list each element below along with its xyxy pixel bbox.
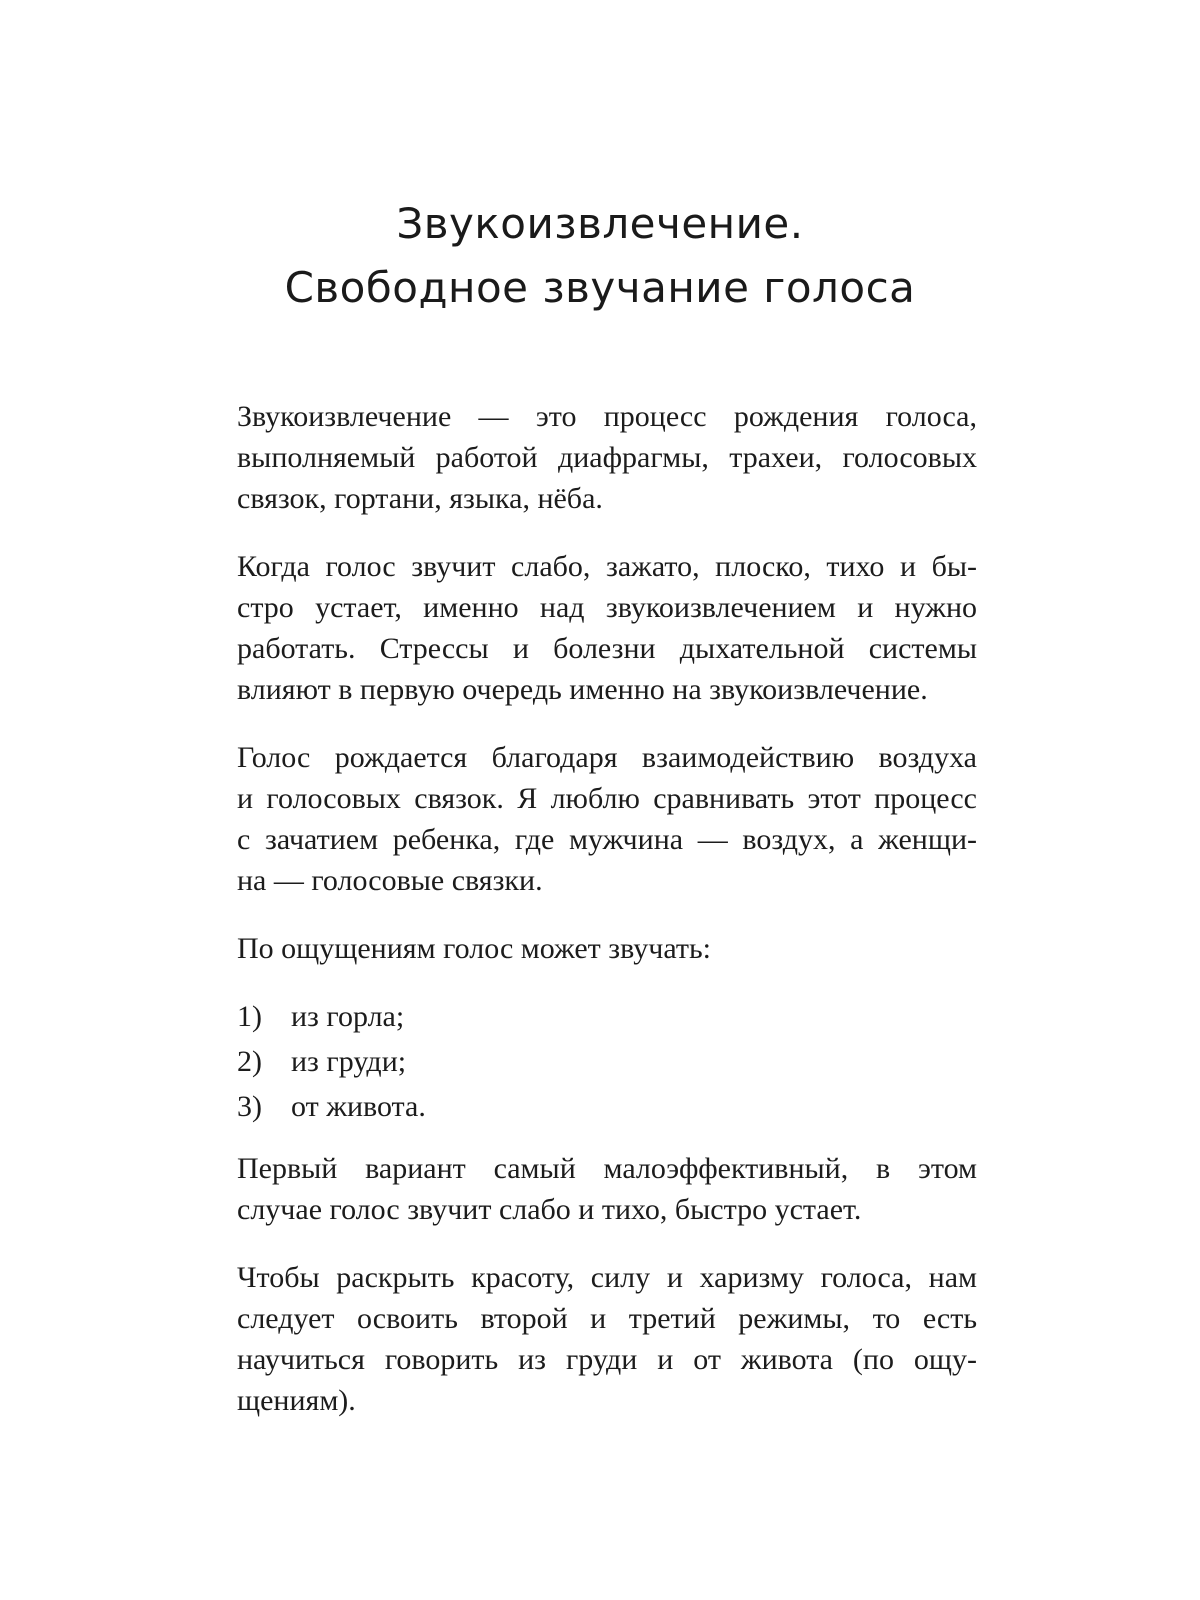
text-line: с зачатием ребенка, где мужчина — воздух, а женщи- — [237, 823, 977, 856]
chapter-title-line-1: Звукоизвлечение. — [396, 199, 804, 248]
text-line: Первый вариант самый малоэффективный, в этом — [237, 1152, 977, 1185]
list-item — [237, 996, 977, 1037]
list-item-text: от живота. — [291, 1090, 426, 1123]
text-line: научиться говорить из груди и от живота (по ощу- — [237, 1343, 977, 1376]
text-line: Когда голос звучит слабо, зажато, плоско, тихо и бы- — [237, 550, 977, 583]
text-line: влияют в первую очередь именно на звукоизвлечение. — [237, 673, 928, 706]
body-text — [237, 396, 977, 1448]
voice-modes-list — [237, 996, 977, 1127]
list-item — [237, 1041, 977, 1082]
text-line: По ощущениям голос может звучать: — [237, 932, 712, 965]
list-item-text: из горла; — [291, 1000, 405, 1033]
list-item-number: 3) — [237, 1090, 262, 1123]
list-item-number: 1) — [237, 1000, 262, 1033]
chapter-title-line-2: Свободное звучание голоса — [284, 263, 916, 312]
paragraph-charisma — [237, 1257, 977, 1421]
paragraph-first-variant — [237, 1148, 977, 1230]
paragraph-weak-voice — [237, 546, 977, 710]
text-line: работать. Стрессы и болезни дыхательной системы — [237, 632, 977, 665]
paragraph-voice-birth — [237, 737, 977, 901]
text-line: стро устает, именно над звукоизвлечением и нужно — [237, 591, 977, 624]
chapter-title — [0, 192, 1200, 320]
text-line: следует освоить второй и третий режимы, то есть — [237, 1302, 977, 1335]
text-line: и голосовых связок. Я люблю сравнивать этот процесс — [237, 782, 977, 815]
text-line: Звукоизвлечение — это процесс рождения голоса, — [237, 400, 977, 433]
text-line: на — голосовые связки. — [237, 864, 543, 897]
list-item — [237, 1086, 977, 1127]
text-line: Чтобы раскрыть красоту, силу и харизму голоса, нам — [237, 1261, 977, 1294]
paragraph-list-intro — [237, 928, 977, 969]
list-item-number: 2) — [237, 1045, 262, 1078]
text-line: выполняемый работой диафрагмы, трахеи, голосовых — [237, 441, 977, 474]
paragraph-definition — [237, 396, 977, 519]
text-line: щениям). — [237, 1384, 356, 1417]
text-line: Голос рождается благодаря взаимодействию воздуха — [237, 741, 977, 774]
list-item-text: из груди; — [291, 1045, 407, 1078]
text-line: случае голос звучит слабо и тихо, быстро устает. — [237, 1193, 862, 1226]
text-line: связок, гортани, языка, нёба. — [237, 482, 603, 515]
